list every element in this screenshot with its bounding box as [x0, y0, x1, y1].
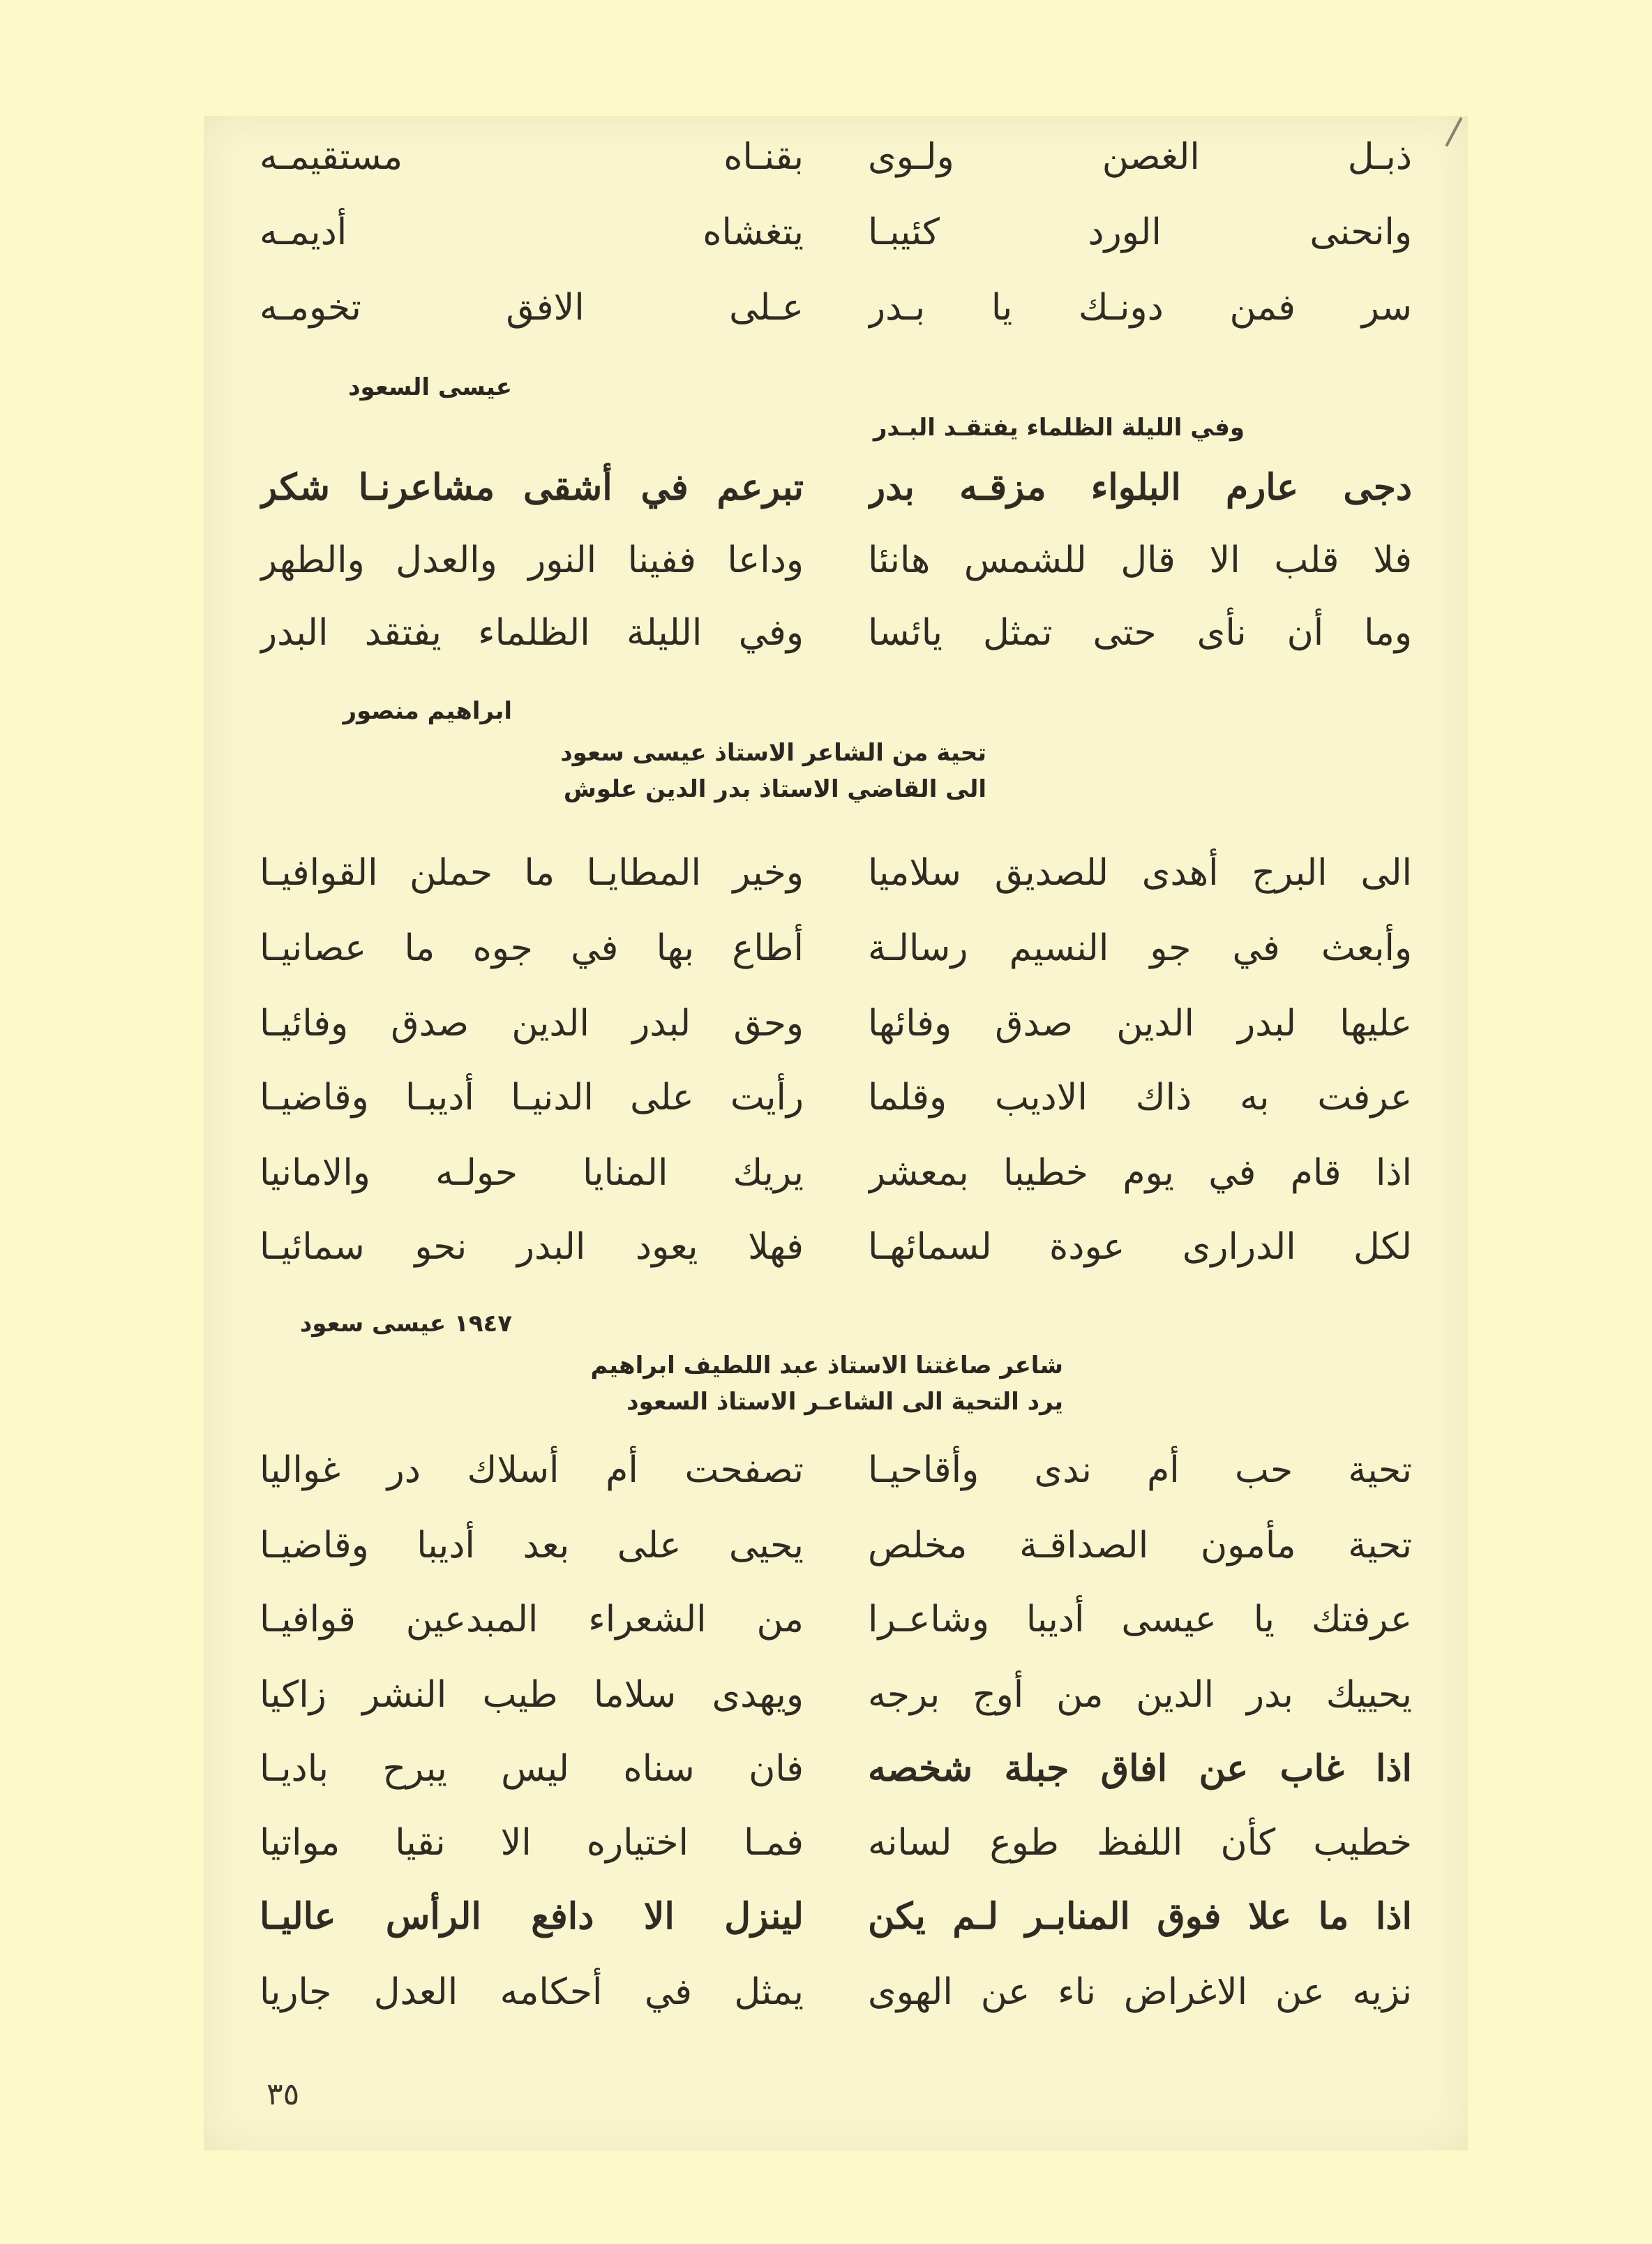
- verse-line: [260, 1961, 1412, 2024]
- verse-line: [260, 1216, 1412, 1278]
- verse-line: [260, 1066, 1412, 1129]
- poem-heading: يرد التحية الى الشاعـر الاستاذ السعود: [626, 1388, 1063, 1416]
- verse-first-hemistich: سر فمن دونـك يا بـدر: [868, 287, 1412, 329]
- verse-line: [260, 1811, 1412, 1874]
- verse-second-hemistich: وخير المطايـا ما حملن القوافيـا: [260, 852, 804, 894]
- verse-line: [260, 126, 1412, 188]
- verse-line: [260, 1142, 1412, 1204]
- verse-second-hemistich: عـلى الافق تخومـه: [260, 287, 804, 329]
- verse-first-hemistich: نزيه عن الاغراض ناء عن الهوى: [868, 1971, 1412, 2013]
- verse-second-hemistich: لينزل الا دافع الرأس عاليـا: [260, 1895, 804, 1938]
- verse-first-hemistich: وما أن نأى حتى تمثل يائسا: [868, 612, 1412, 654]
- page-number: ٣٥: [266, 2077, 300, 2112]
- verse-first-hemistich: عليها لبدر الدين صدق وفائها: [868, 1003, 1412, 1045]
- verse-line: [260, 917, 1412, 980]
- verse-second-hemistich: يريك المنايا حولـه والامانيا: [260, 1152, 804, 1194]
- poem-signature: ١٩٤٧ عيسى سعود: [299, 1310, 512, 1338]
- verse-second-hemistich: فان سناه ليس يبرح باديـا: [260, 1748, 804, 1790]
- document-page: [204, 116, 1468, 2150]
- margin-mark: [1445, 117, 1462, 147]
- verse-second-hemistich: ويهدى سلاما طيب النشر زاكيا: [260, 1674, 804, 1716]
- verse-line: [260, 456, 1412, 519]
- verse-line: [260, 1439, 1412, 1502]
- verse-second-hemistich: فهلا يعود البدر نحو سمائيـا: [260, 1226, 804, 1268]
- verse-first-hemistich: اذا غاب عن افاق جبلة شخصه: [868, 1747, 1412, 1790]
- verse-line: [260, 1737, 1412, 1800]
- verse-line: [260, 201, 1412, 264]
- verse-first-hemistich: خطيب كأن اللفظ طوع لسانه: [868, 1822, 1412, 1864]
- verse-second-hemistich: وحق لبدر الدين صدق وفائيـا: [260, 1003, 804, 1045]
- verse-line: [260, 1663, 1412, 1726]
- verse-second-hemistich: بقنـاه مستقيمـه: [260, 136, 804, 178]
- poem-heading: شاعر صاغتنا الاستاذ عبد اللطيف ابراهيم: [590, 1352, 1063, 1379]
- verse-first-hemistich: اذا ما علا فوق المنابـر لـم يكن: [868, 1895, 1412, 1938]
- verse-second-hemistich: وفي الليلة الظلماء يفتقد البدر: [260, 612, 804, 654]
- verse-first-hemistich: وانحنى الورد كئيبـا: [868, 211, 1412, 253]
- verse-line: [260, 1588, 1412, 1651]
- verse-first-hemistich: فلا قلب الا قال للشمس هانئا: [868, 539, 1412, 581]
- verse-second-hemistich: يمثل في أحكامه العدل جاريا: [260, 1971, 804, 2013]
- verse-second-hemistich: يحيى على بعد أديبا وقاضيـا: [260, 1525, 804, 1566]
- poem-title: وفي الليلة الظلماء يفتقـد البـدر: [873, 414, 1245, 442]
- verse-first-hemistich: عرفتك يا عيسى أديبا وشاعـرا: [868, 1599, 1412, 1640]
- poem-heading: الى القاضي الاستاذ بدر الدين علوش: [563, 775, 986, 803]
- verse-first-hemistich: اذا قام في يوم خطيبا بمعشر: [868, 1152, 1412, 1194]
- poem-signature: عيسى السعود: [348, 373, 512, 401]
- verse-first-hemistich: يحييك بدر الدين من أوج برجه: [868, 1674, 1412, 1716]
- verse-second-hemistich: من الشعراء المبدعين قوافيـا: [260, 1599, 804, 1640]
- verse-line: [260, 529, 1412, 592]
- verse-line: [260, 601, 1412, 664]
- poem-signature: ابراهيم منصور: [343, 697, 512, 725]
- verse-second-hemistich: تصفحت أم أسلاك در غواليا: [260, 1449, 804, 1491]
- verse-line: [260, 992, 1412, 1055]
- verse-first-hemistich: الى البرج أهدى للصديق سلاميا: [868, 852, 1412, 894]
- verse-second-hemistich: رأيت على الدنيـا أديبـا وقاضيـا: [260, 1077, 804, 1119]
- verse-first-hemistich: لكل الدرارى عودة لسمائهـا: [868, 1226, 1412, 1268]
- verse-line: [260, 842, 1412, 904]
- verse-first-hemistich: عرفت به ذاك الاديب وقلما: [868, 1077, 1412, 1119]
- verse-second-hemistich: وداعا ففينا النور والعدل والطهر: [260, 539, 804, 581]
- verse-first-hemistich: تحية مأمون الصداقـة مخلص: [868, 1525, 1412, 1566]
- verse-line: [260, 1514, 1412, 1577]
- verse-second-hemistich: يتغشاه أديمـه: [260, 211, 804, 253]
- verse-second-hemistich: تبرعم في أشقى مشاعرنـا شكر: [260, 466, 804, 509]
- verse-second-hemistich: فمـا اختياره الا نقيا مواتيا: [260, 1822, 804, 1864]
- verse-first-hemistich: وأبعث في جو النسيم رسالـة: [868, 927, 1412, 969]
- verse-first-hemistich: ذبـل الغصن ولـوى: [868, 136, 1412, 178]
- verse-second-hemistich: أطاع بها في جوه ما عصانيـا: [260, 927, 804, 969]
- poem-heading: تحية من الشاعر الاستاذ عيسى سعود: [560, 739, 986, 767]
- verse-line: [260, 1885, 1412, 1948]
- verse-first-hemistich: تحية حب أم ندى وأقاحيـا: [868, 1449, 1412, 1491]
- verse-line: [260, 276, 1412, 339]
- verse-first-hemistich: دجى عارم البلواء مزقـه بدر: [868, 466, 1412, 509]
